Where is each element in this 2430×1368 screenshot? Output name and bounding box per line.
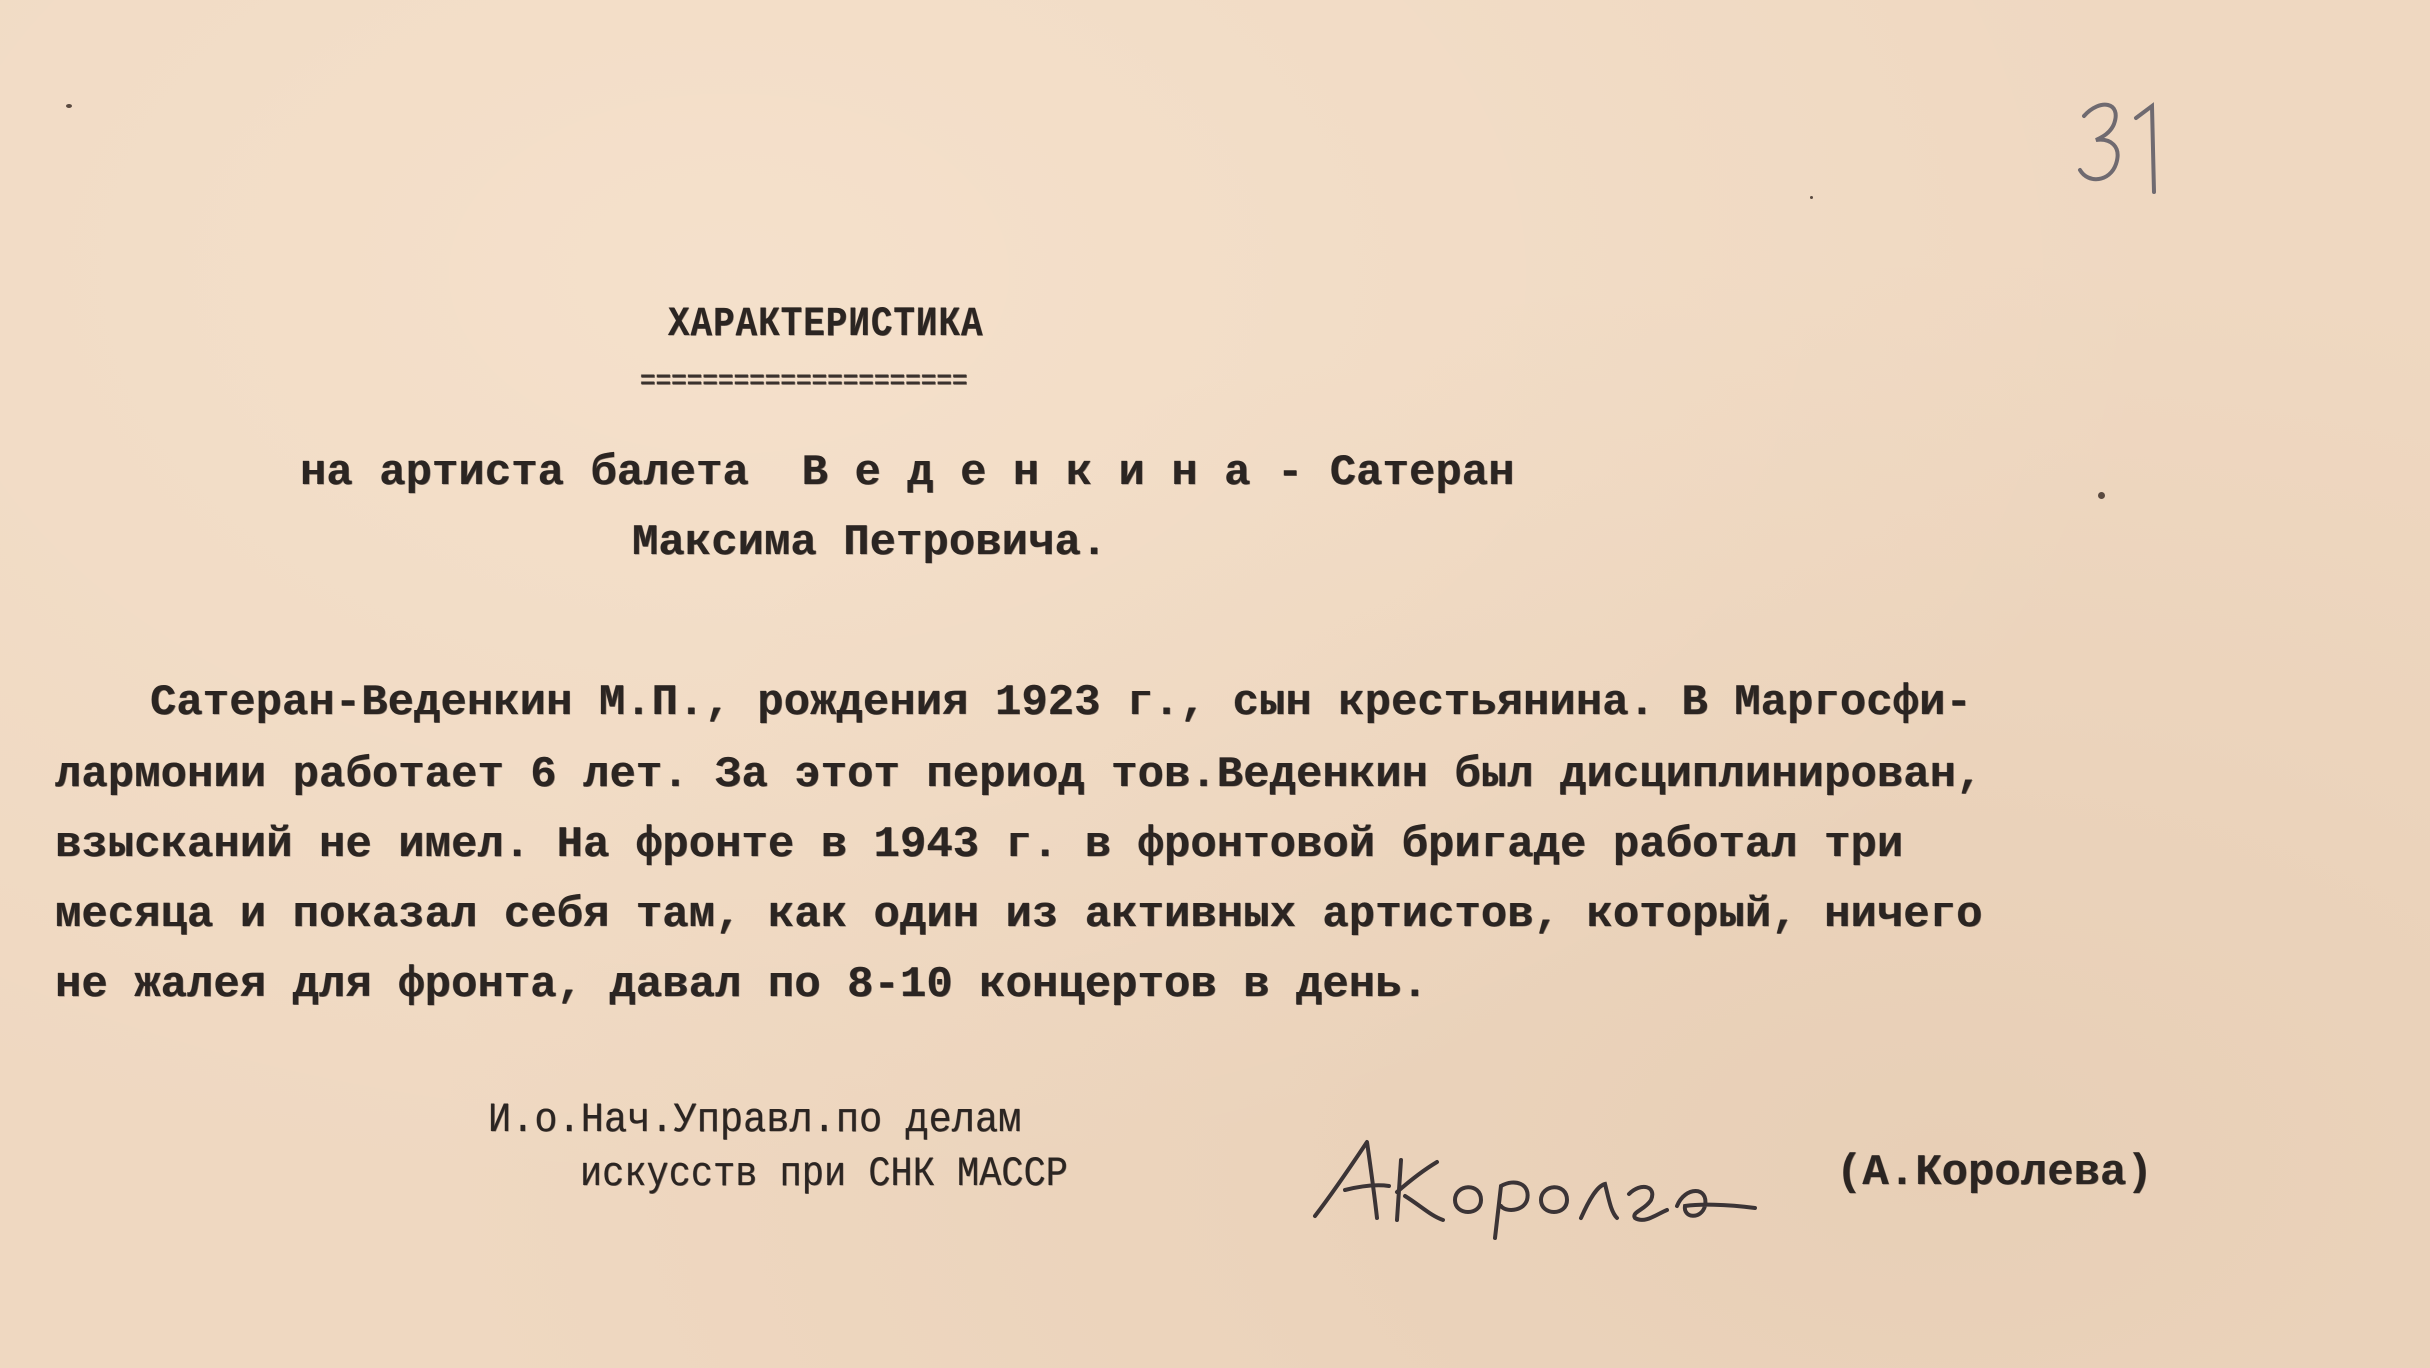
subtitle-line-1: на артиста балета В е д е н к и н а - Сатеран [300,448,1515,498]
subtitle-line-2: Максима Петровича. [632,518,1108,568]
signatory-name: (А.Королева) [1836,1148,2153,1198]
body-line-2: лармонии работает 6 лет. За этот период тов.Веденкин был дисциплинирован, [55,750,1983,800]
signatory-position-line-1: И.о.Нач.Управл.по делам [488,1096,1022,1144]
document-title: ХАРАКТЕРИСТИКА [668,300,984,348]
paper-speck [2098,492,2105,499]
paper-speck [66,104,72,108]
title-underline: ===================== [640,366,968,396]
signatory-position-line-2: искусств при СНК МАССР [580,1150,1068,1198]
body-line-1: Сатеран-Веденкин М.П., рождения 1923 г., сын крестьянина. В Маргосфи- [150,678,1972,728]
folio-number-handwritten [2070,88,2180,198]
body-line-4: месяца и показал себя там, как один из активных артистов, который, ничего [55,890,1983,940]
body-line-3: взысканий не имел. На фронте в 1943 г. в фронтовой бригаде работал три [55,820,1904,870]
paper-speck [1810,196,1813,199]
body-line-5: не жалея для фронта, давал по 8-10 концертов в день. [55,960,1429,1010]
handwritten-signature [1305,1120,1805,1240]
